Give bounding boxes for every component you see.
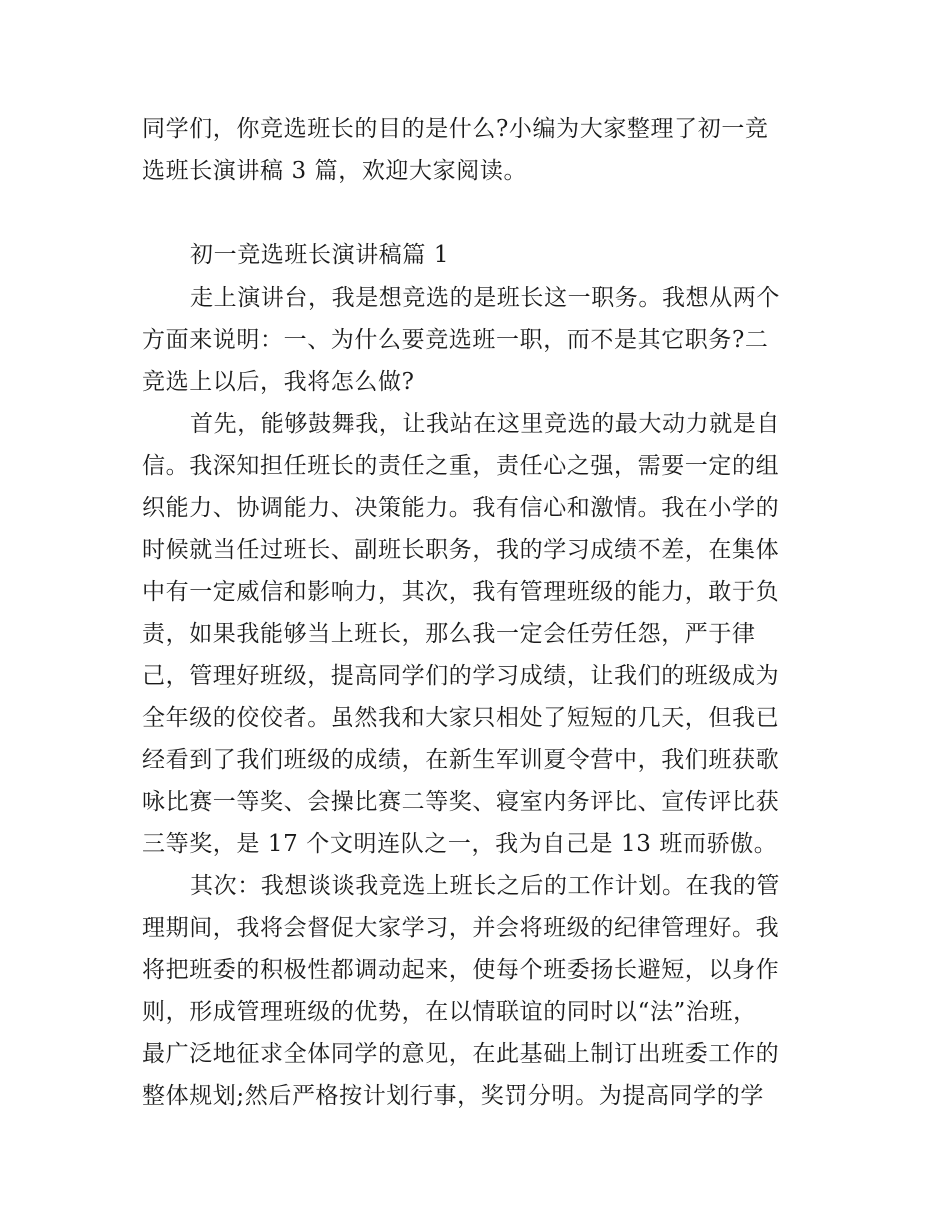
body-line: 方面来说明：一、为什么要竞选班一职，而不是其它职务?二 bbox=[142, 327, 769, 353]
body-line: 经看到了我们班级的成绩，在新生军训夏令营中，我们班获歌 bbox=[142, 747, 780, 773]
body-line: 则，形成管理班级的优势，在以情联谊的同时以“法”治班， bbox=[142, 999, 757, 1025]
body-line: 首先，能够鼓舞我，让我站在这里竞选的最大动力就是自 bbox=[190, 411, 780, 437]
body-line: 最广泛地征求全体同学的意见，在此基础上制订出班委工作的 bbox=[142, 1041, 780, 1067]
section-title: 初一竞选班长演讲稿篇 1 bbox=[190, 242, 450, 268]
body-line: 整体规划;然后严格按计划行事，奖罚分明。为提高同学的学 bbox=[142, 1083, 764, 1109]
body-line: 咏比赛一等奖、会操比赛二等奖、寝室内务评比、宣传评比获 bbox=[142, 789, 780, 815]
body-line: 其次：我想谈谈我竞选上班长之后的工作计划。在我的管 bbox=[190, 873, 780, 899]
body-line: 织能力、协调能力、决策能力。我有信心和激情。我在小学的 bbox=[142, 495, 780, 521]
body-line: 将把班委的积极性都调动起来，使每个班委扬长避短，以身作 bbox=[142, 957, 780, 983]
body-line: 中有一定威信和影响力，其次，我有管理班级的能力，敢于负 bbox=[142, 579, 780, 605]
body-line: 己，管理好班级，提高同学们的学习成绩，让我们的班级成为 bbox=[142, 663, 780, 689]
intro-line-2: 选班长演讲稿 3 篇，欢迎大家阅读。 bbox=[142, 158, 528, 184]
body-line: 信。我深知担任班长的责任之重，责任心之强，需要一定的组 bbox=[142, 453, 780, 479]
body-line: 走上演讲台，我是想竞选的是班长这一职务。我想从两个 bbox=[190, 285, 780, 311]
body-line: 理期间，我将会督促大家学习，并会将班级的纪律管理好。我 bbox=[142, 915, 780, 941]
body-line: 时候就当任过班长、副班长职务，我的学习成绩不差，在集体 bbox=[142, 537, 780, 563]
body-line: 三等奖，是 17 个文明连队之一，我为自己是 13 班而骄傲。 bbox=[142, 831, 778, 857]
intro-line-1: 同学们，你竞选班长的目的是什么?小编为大家整理了初一竞 bbox=[142, 116, 769, 142]
body-line: 竞选上以后，我将怎么做? bbox=[142, 369, 415, 395]
body-line: 责，如果我能够当上班长，那么我一定会任劳任怨，严于律 bbox=[142, 621, 756, 647]
body-line: 全年级的佼佼者。虽然我和大家只相处了短短的几天，但我已 bbox=[142, 705, 780, 731]
